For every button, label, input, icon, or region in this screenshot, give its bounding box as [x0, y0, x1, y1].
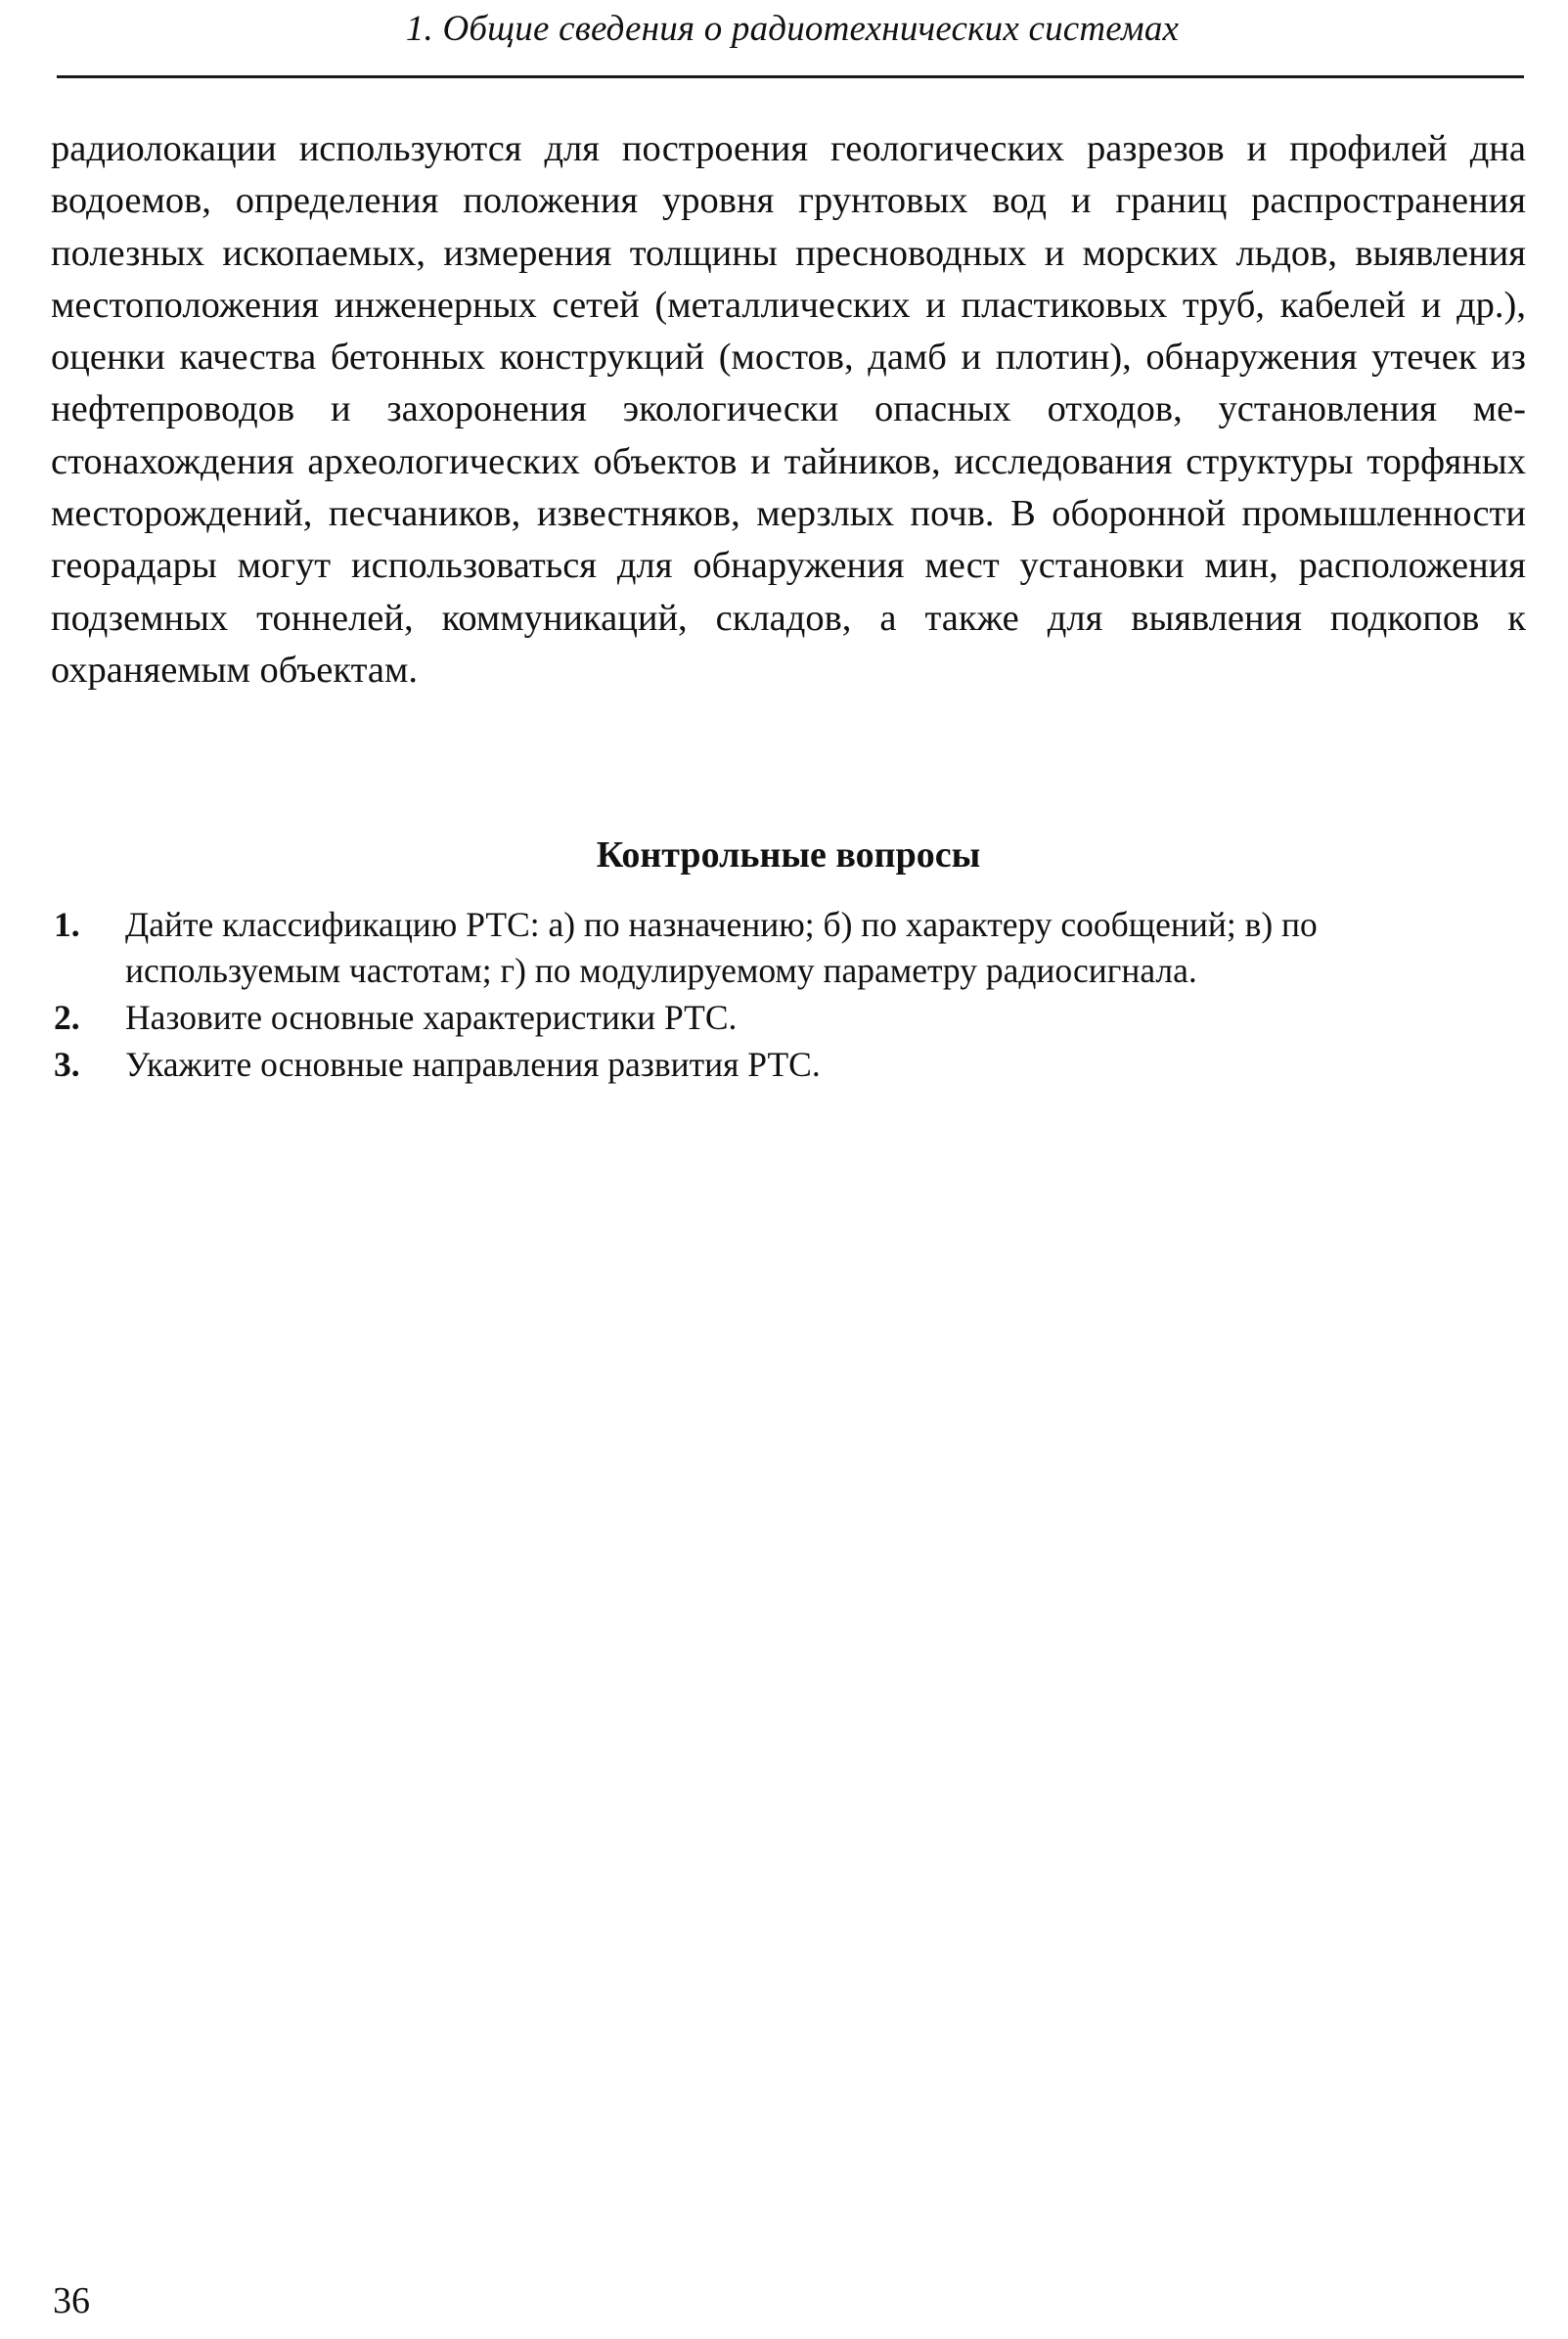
question-number: 1. [54, 905, 80, 944]
header-rule [57, 75, 1524, 78]
page-number: 36 [53, 2280, 90, 2321]
body-paragraph: радиолокации используются для построения геологических разрезов и профилей дна водоемов, определения положения уровня грунтовых вод и границ распространения полезных ископаемых, измерения толщины пресноводных и морских льдов, выявления местоположения инженерных сетей (металлических и пластиковых труб, кабелей и др.), оценки качества бетонных конструкций (мостов, дамб и плотин), обнаружения утечек из нефтепроводов и захоронения экологически опасных отходов, установления местонахождения археологических объектов и тайников, исследования структуры торфяных месторождений, песчаников, известняков, мерзлых почв. В оборонной промышленности георадары могут использоваться для обнаружения мест установки мин, расположения подземных тоннелей, коммуникаций, складов, а также для выявления подкопов к охраняемым объектам. [51, 128, 1526, 691]
question-number: 2. [54, 998, 80, 1037]
question-text: Дайте классификацию РТС: а) по назначению; б) по характеру сообщений; в) по используемым частотам; г) по модулируемому параметру радиосигнала. [125, 905, 1318, 990]
questions-list [51, 902, 1528, 1089]
list-item [51, 1042, 1528, 1088]
question-number: 3. [54, 1045, 80, 1084]
section-title: Контрольные вопросы [596, 834, 981, 876]
running-header: 1. Общие сведения о радиотехнических системах [405, 9, 1180, 49]
list-item [51, 995, 1528, 1041]
question-text: Назовите основные характеристики РТС. [125, 998, 738, 1037]
list-item [51, 902, 1528, 994]
question-text: Укажите основные направления развития РТС. [125, 1045, 821, 1084]
